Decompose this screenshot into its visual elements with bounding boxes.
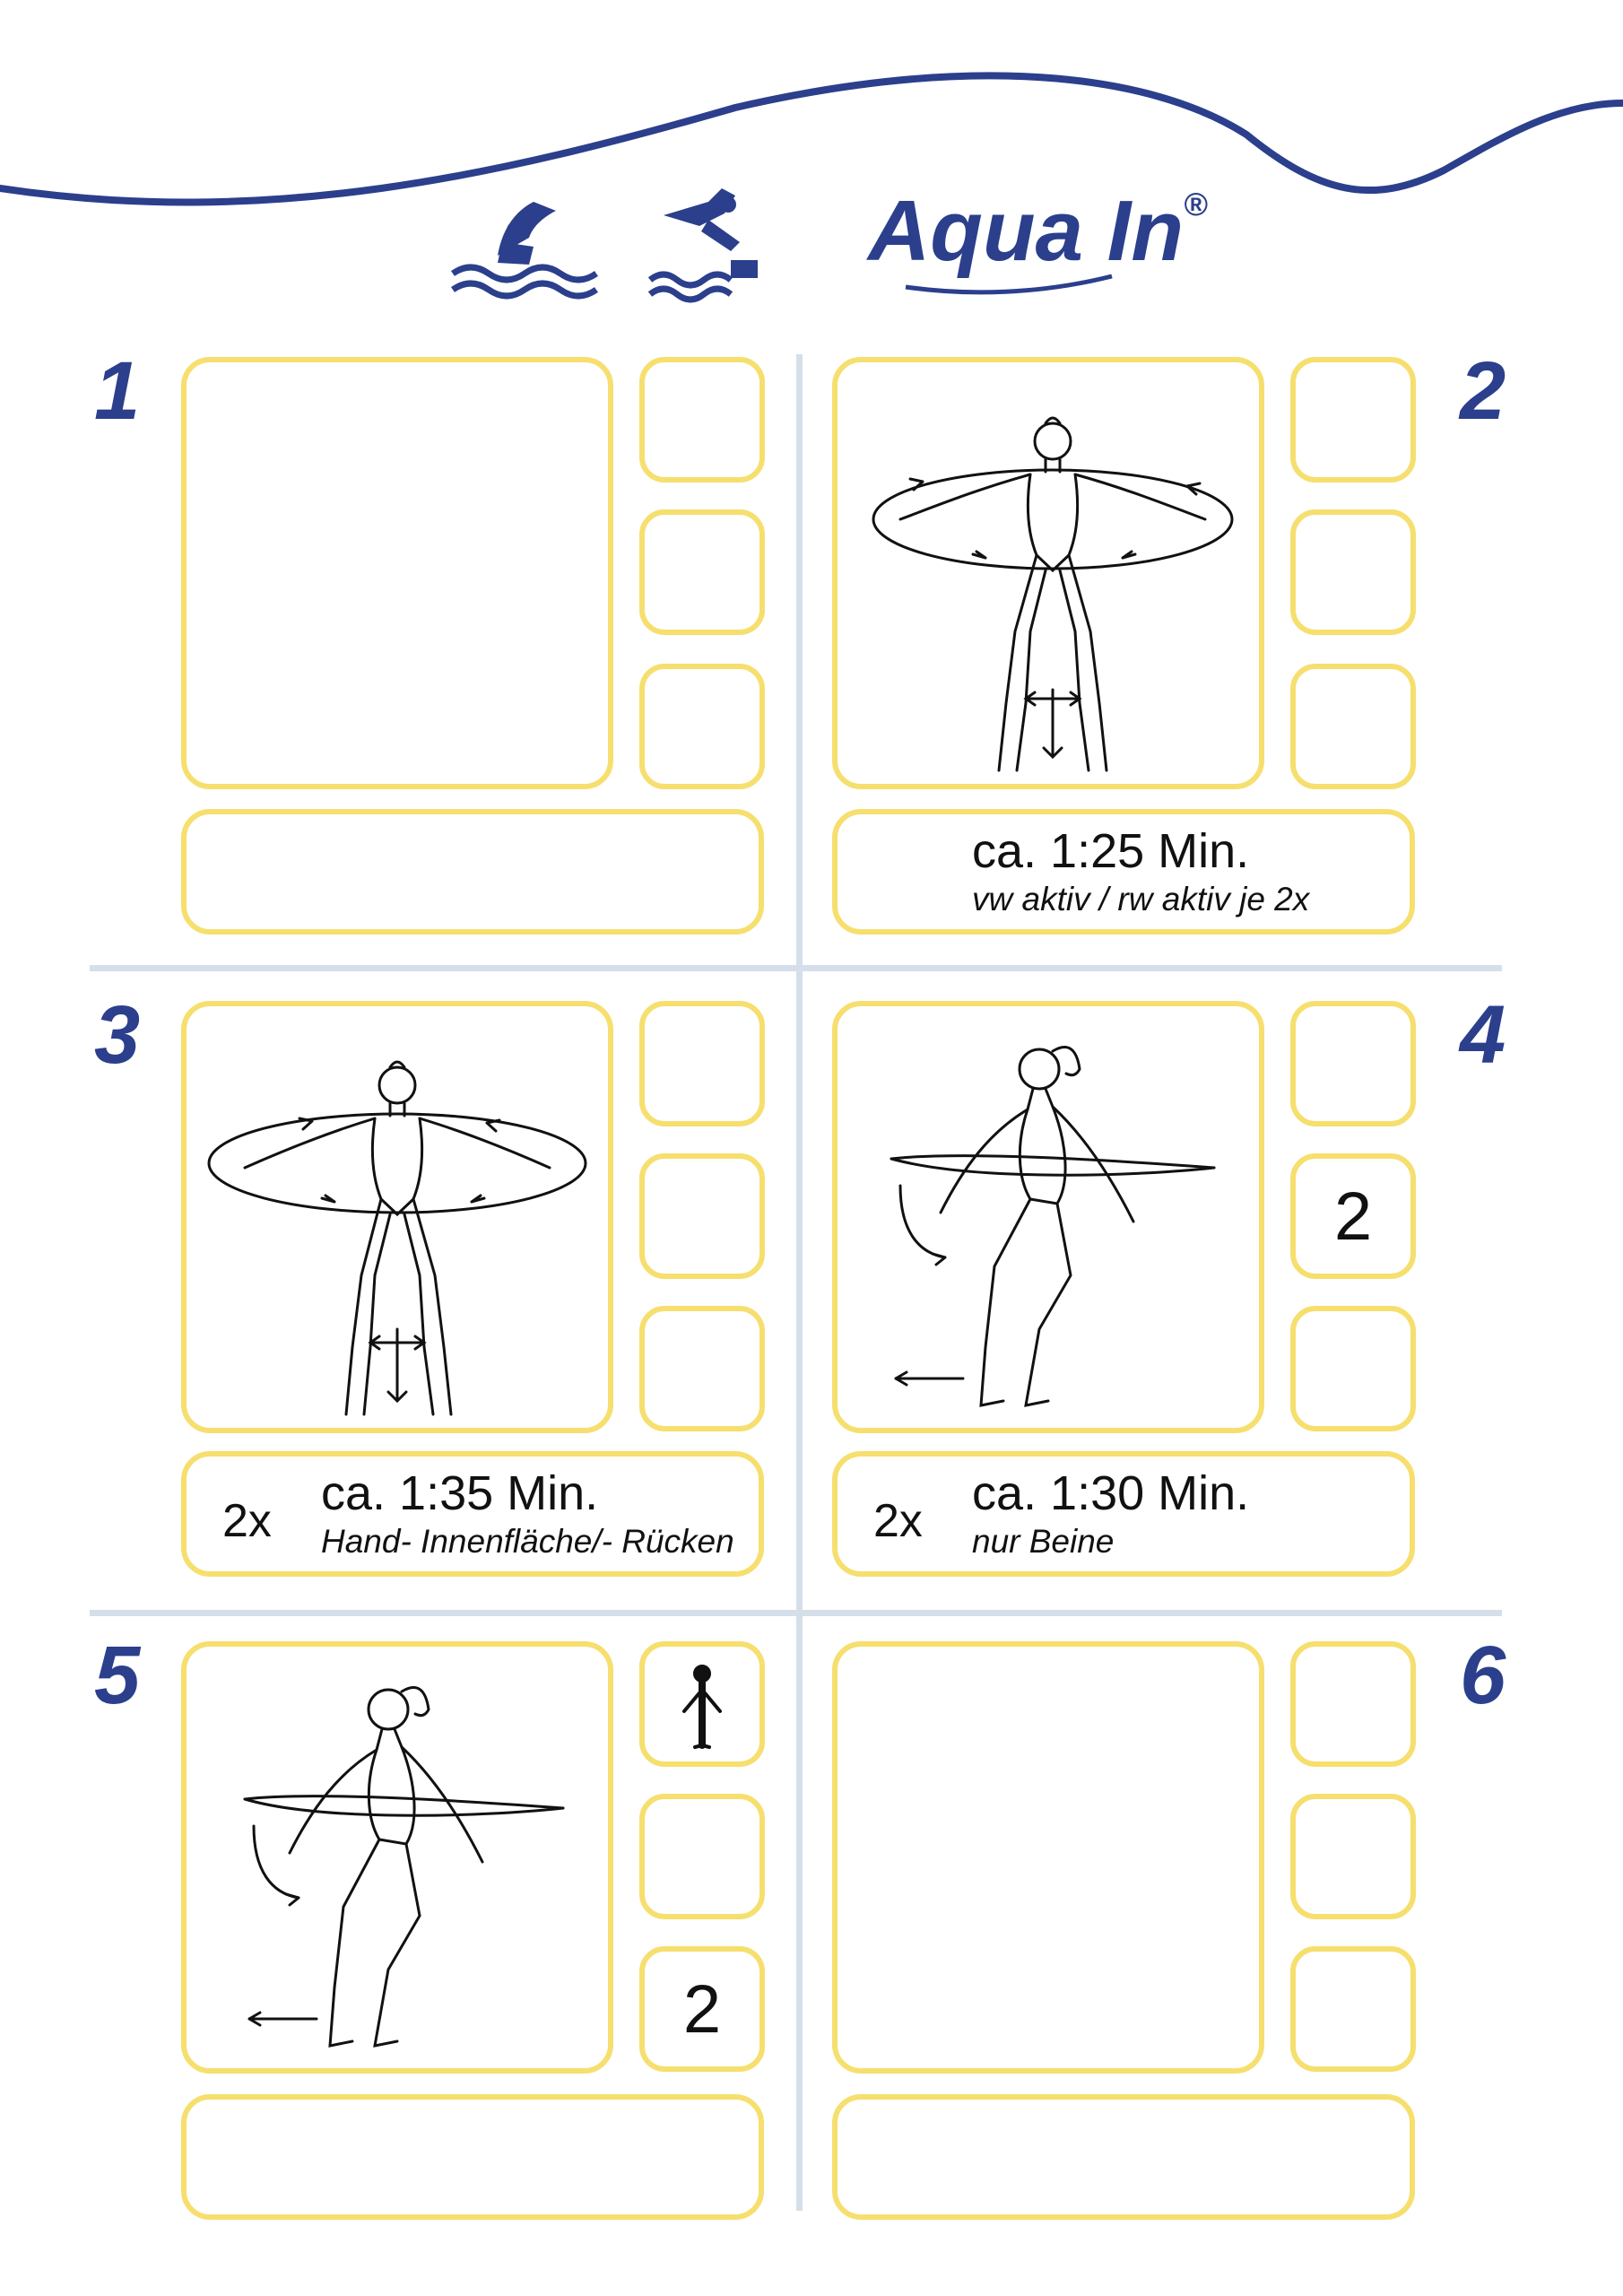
card-number: 3 bbox=[94, 989, 141, 1081]
small-box bbox=[639, 509, 765, 635]
small-box bbox=[1290, 1001, 1416, 1126]
exercise-image-box bbox=[181, 1001, 613, 1433]
duration-label: ca. 1:25 Min. bbox=[972, 824, 1250, 878]
reps-label: 2x bbox=[222, 1495, 272, 1547]
note-label: nur Beine bbox=[972, 1523, 1115, 1560]
small-box: 2 bbox=[1290, 1153, 1416, 1279]
card-number: 1 bbox=[94, 345, 141, 437]
registered-mark: ® bbox=[1183, 186, 1208, 222]
info-box bbox=[832, 2094, 1415, 2220]
note-label: vw aktiv / rw aktiv je 2x bbox=[972, 881, 1310, 918]
exercise-image-box bbox=[832, 1001, 1264, 1433]
exercise-figure-arms-circle bbox=[838, 362, 1259, 784]
brand-logo bbox=[868, 183, 1208, 279]
small-box bbox=[1290, 357, 1416, 483]
small-box bbox=[1290, 1641, 1416, 1767]
small-box bbox=[639, 1641, 765, 1767]
small-box bbox=[639, 1153, 765, 1279]
info-box bbox=[181, 809, 764, 935]
info-box bbox=[832, 1451, 1415, 1577]
exercise-figure-walking bbox=[187, 1647, 608, 2068]
info-box bbox=[832, 809, 1415, 935]
exercise-figure-walking bbox=[838, 1006, 1259, 1428]
exercise-image-box bbox=[181, 1641, 613, 2074]
duration-label: ca. 1:35 Min. bbox=[321, 1466, 599, 1520]
logo-underline bbox=[906, 269, 1112, 296]
small-box bbox=[1290, 1306, 1416, 1431]
note-label: Hand- Innenfläche/- Rücken bbox=[321, 1523, 734, 1560]
card-number: 6 bbox=[1460, 1630, 1506, 1721]
horizontal-divider-2 bbox=[90, 1610, 1502, 1616]
small-box bbox=[639, 357, 765, 483]
swimmer-icon bbox=[448, 193, 601, 300]
info-box bbox=[181, 1451, 764, 1577]
standing-person-icon bbox=[645, 1647, 759, 1761]
card-number: 5 bbox=[94, 1630, 141, 1721]
small-box bbox=[1290, 509, 1416, 635]
vertical-divider bbox=[796, 354, 803, 2211]
info-box bbox=[181, 2094, 764, 2220]
logo-text: Aqua In bbox=[868, 183, 1184, 279]
card-number: 4 bbox=[1460, 989, 1506, 1081]
reps-label: 2x bbox=[873, 1495, 923, 1547]
duration-label: ca. 1:30 Min. bbox=[972, 1466, 1250, 1520]
exercise-figure-arms-circle bbox=[187, 1006, 608, 1428]
exercise-image-box bbox=[181, 357, 613, 789]
small-box bbox=[639, 1306, 765, 1431]
small-box bbox=[639, 664, 765, 789]
small-box bbox=[1290, 664, 1416, 789]
small-box: 2 bbox=[639, 1946, 765, 2072]
exercise-image-box bbox=[832, 357, 1264, 789]
small-box bbox=[1290, 1794, 1416, 1919]
diver-icon bbox=[646, 179, 771, 300]
small-box bbox=[639, 1794, 765, 1919]
horizontal-divider-1 bbox=[90, 965, 1502, 971]
small-box bbox=[639, 1001, 765, 1126]
card-number: 2 bbox=[1460, 345, 1506, 437]
header-wave bbox=[0, 0, 1623, 233]
exercise-image-box bbox=[832, 1641, 1264, 2074]
small-box bbox=[1290, 1946, 1416, 2072]
